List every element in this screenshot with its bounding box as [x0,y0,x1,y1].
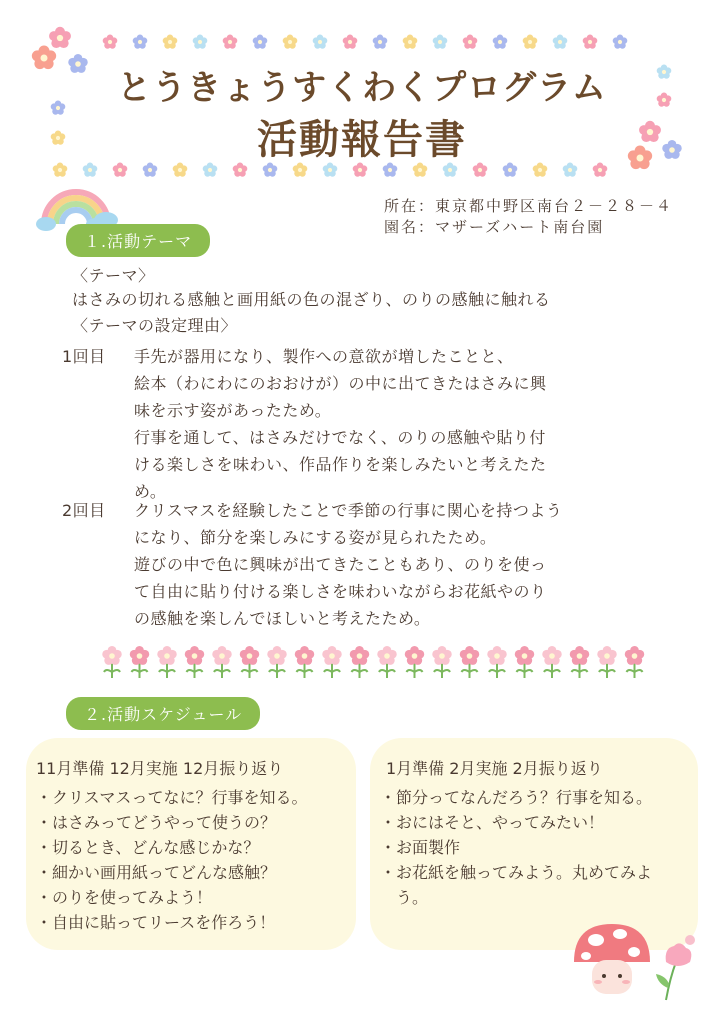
small-flower-icon [313,35,328,49]
section-activity-theme: １.活動テーマ [66,224,210,257]
small-flower-icon [597,646,616,665]
small-flower-icon [240,646,259,665]
round-2-label: 2回目 [62,501,106,520]
small-flower-icon [542,646,561,665]
small-flower-icon [377,646,396,665]
schedule-card-winter-1 [26,738,356,950]
address-location: 所在：東京都中野区南台２－２８－４ [384,197,674,215]
schedule-item: ・細かい画用紙ってどんな感触？ [36,863,277,882]
small-flower-icon [103,35,118,49]
small-flower-icon [570,646,589,665]
schedule-item: ・切るとき、どんな感じかな？ [36,838,260,857]
small-flower-icon [267,646,286,665]
small-flower-icon [515,646,534,665]
round-1-label: 1回目 [62,347,106,366]
report-title: 活動報告書 [257,117,467,163]
section-activity-schedule: ２.活動スケジュール [66,697,260,730]
mushroom-icon [566,918,706,1008]
theme-text: はさみの切れる感触と画用紙の色の混ざり、のりの感触に触れる [72,290,551,309]
small-flower-icon [223,35,238,49]
small-flower-icon [193,35,208,49]
schedule-item: ・お花紙を触ってみよう。丸めてみよう。 [380,863,653,907]
small-flower-icon [185,646,204,665]
small-flower-icon [403,35,418,49]
small-flower-icon [157,646,176,665]
small-flower-icon [553,35,568,49]
small-flower-icon [133,35,148,49]
small-flower-icon [625,646,644,665]
kindergarten-name: 園名：マザーズハート南台園 [384,218,605,236]
schedule-card-header: 1月準備 2月実施 2月振り返り [386,759,603,778]
small-flower-icon [613,35,628,49]
small-flower-icon [583,35,598,49]
small-flower-icon [432,646,451,665]
small-flower-icon [493,35,508,49]
schedule-item: ・はさみってどうやって使うの？ [36,813,277,832]
small-flower-icon [102,646,121,665]
flower-divider-decoration [100,642,660,682]
small-flower-icon [433,35,448,49]
schedule-item: ・のりを使ってみよう！ [36,888,213,907]
schedule-item: ・クリスマスってなに？行事を知る。 [36,788,308,807]
program-title: とうきょうすくわくプログラム [117,68,607,108]
small-flower-icon [322,646,341,665]
small-flower-icon [373,35,388,49]
theme-heading: 〈テーマ〉 [72,266,155,285]
small-flower-icon [343,35,358,49]
round-2-text: クリスマスを経験したことで季節の行事に関心を持つよう になり、節分を楽しみにする姿が見られたため。 遊びの中で色に興味が出てきたこともあり、のりを使っ て自由に貼り付ける楽しさを味わいながらお花紙やのり の感触を楽しんでほしいと考えたため。 [134,501,563,628]
small-flower-icon [163,35,178,49]
small-flower-icon [350,646,369,665]
small-flower-icon [212,646,231,665]
small-flower-icon [295,646,314,665]
small-flower-icon [463,35,478,49]
small-flower-icon [283,35,298,49]
schedule-item: ・お面製作 [380,838,461,857]
small-flower-icon [253,35,268,49]
small-flower-icon [49,27,71,48]
schedule-card-header: 11月準備 12月実施 12月振り返り [36,759,284,778]
schedule-item: ・おにはそと、やってみたい！ [380,813,605,832]
small-flower-icon [487,646,506,665]
small-flower-icon [523,35,538,49]
small-flower-icon [460,646,479,665]
reason-heading: 〈テーマの設定理由〉 [72,316,238,335]
small-flower-icon [405,646,424,665]
round-1-text: 手先が器用になり、製作への意欲が増したことと、 絵本（わにわにのおおけが）の中に出てきたはさみに興 味を示す姿があったため。 行事を通して、はさみだけでなく、のりの感触や貼り付 ける楽しさを味わい、作品作りを楽しみたいと考えたた め。 [134,347,547,501]
schedule-item: ・自由に貼ってリースを作ろう！ [36,913,276,932]
small-flower-icon [130,646,149,665]
schedule-item: ・節分ってなんだろう？行事を知る。 [380,788,653,807]
